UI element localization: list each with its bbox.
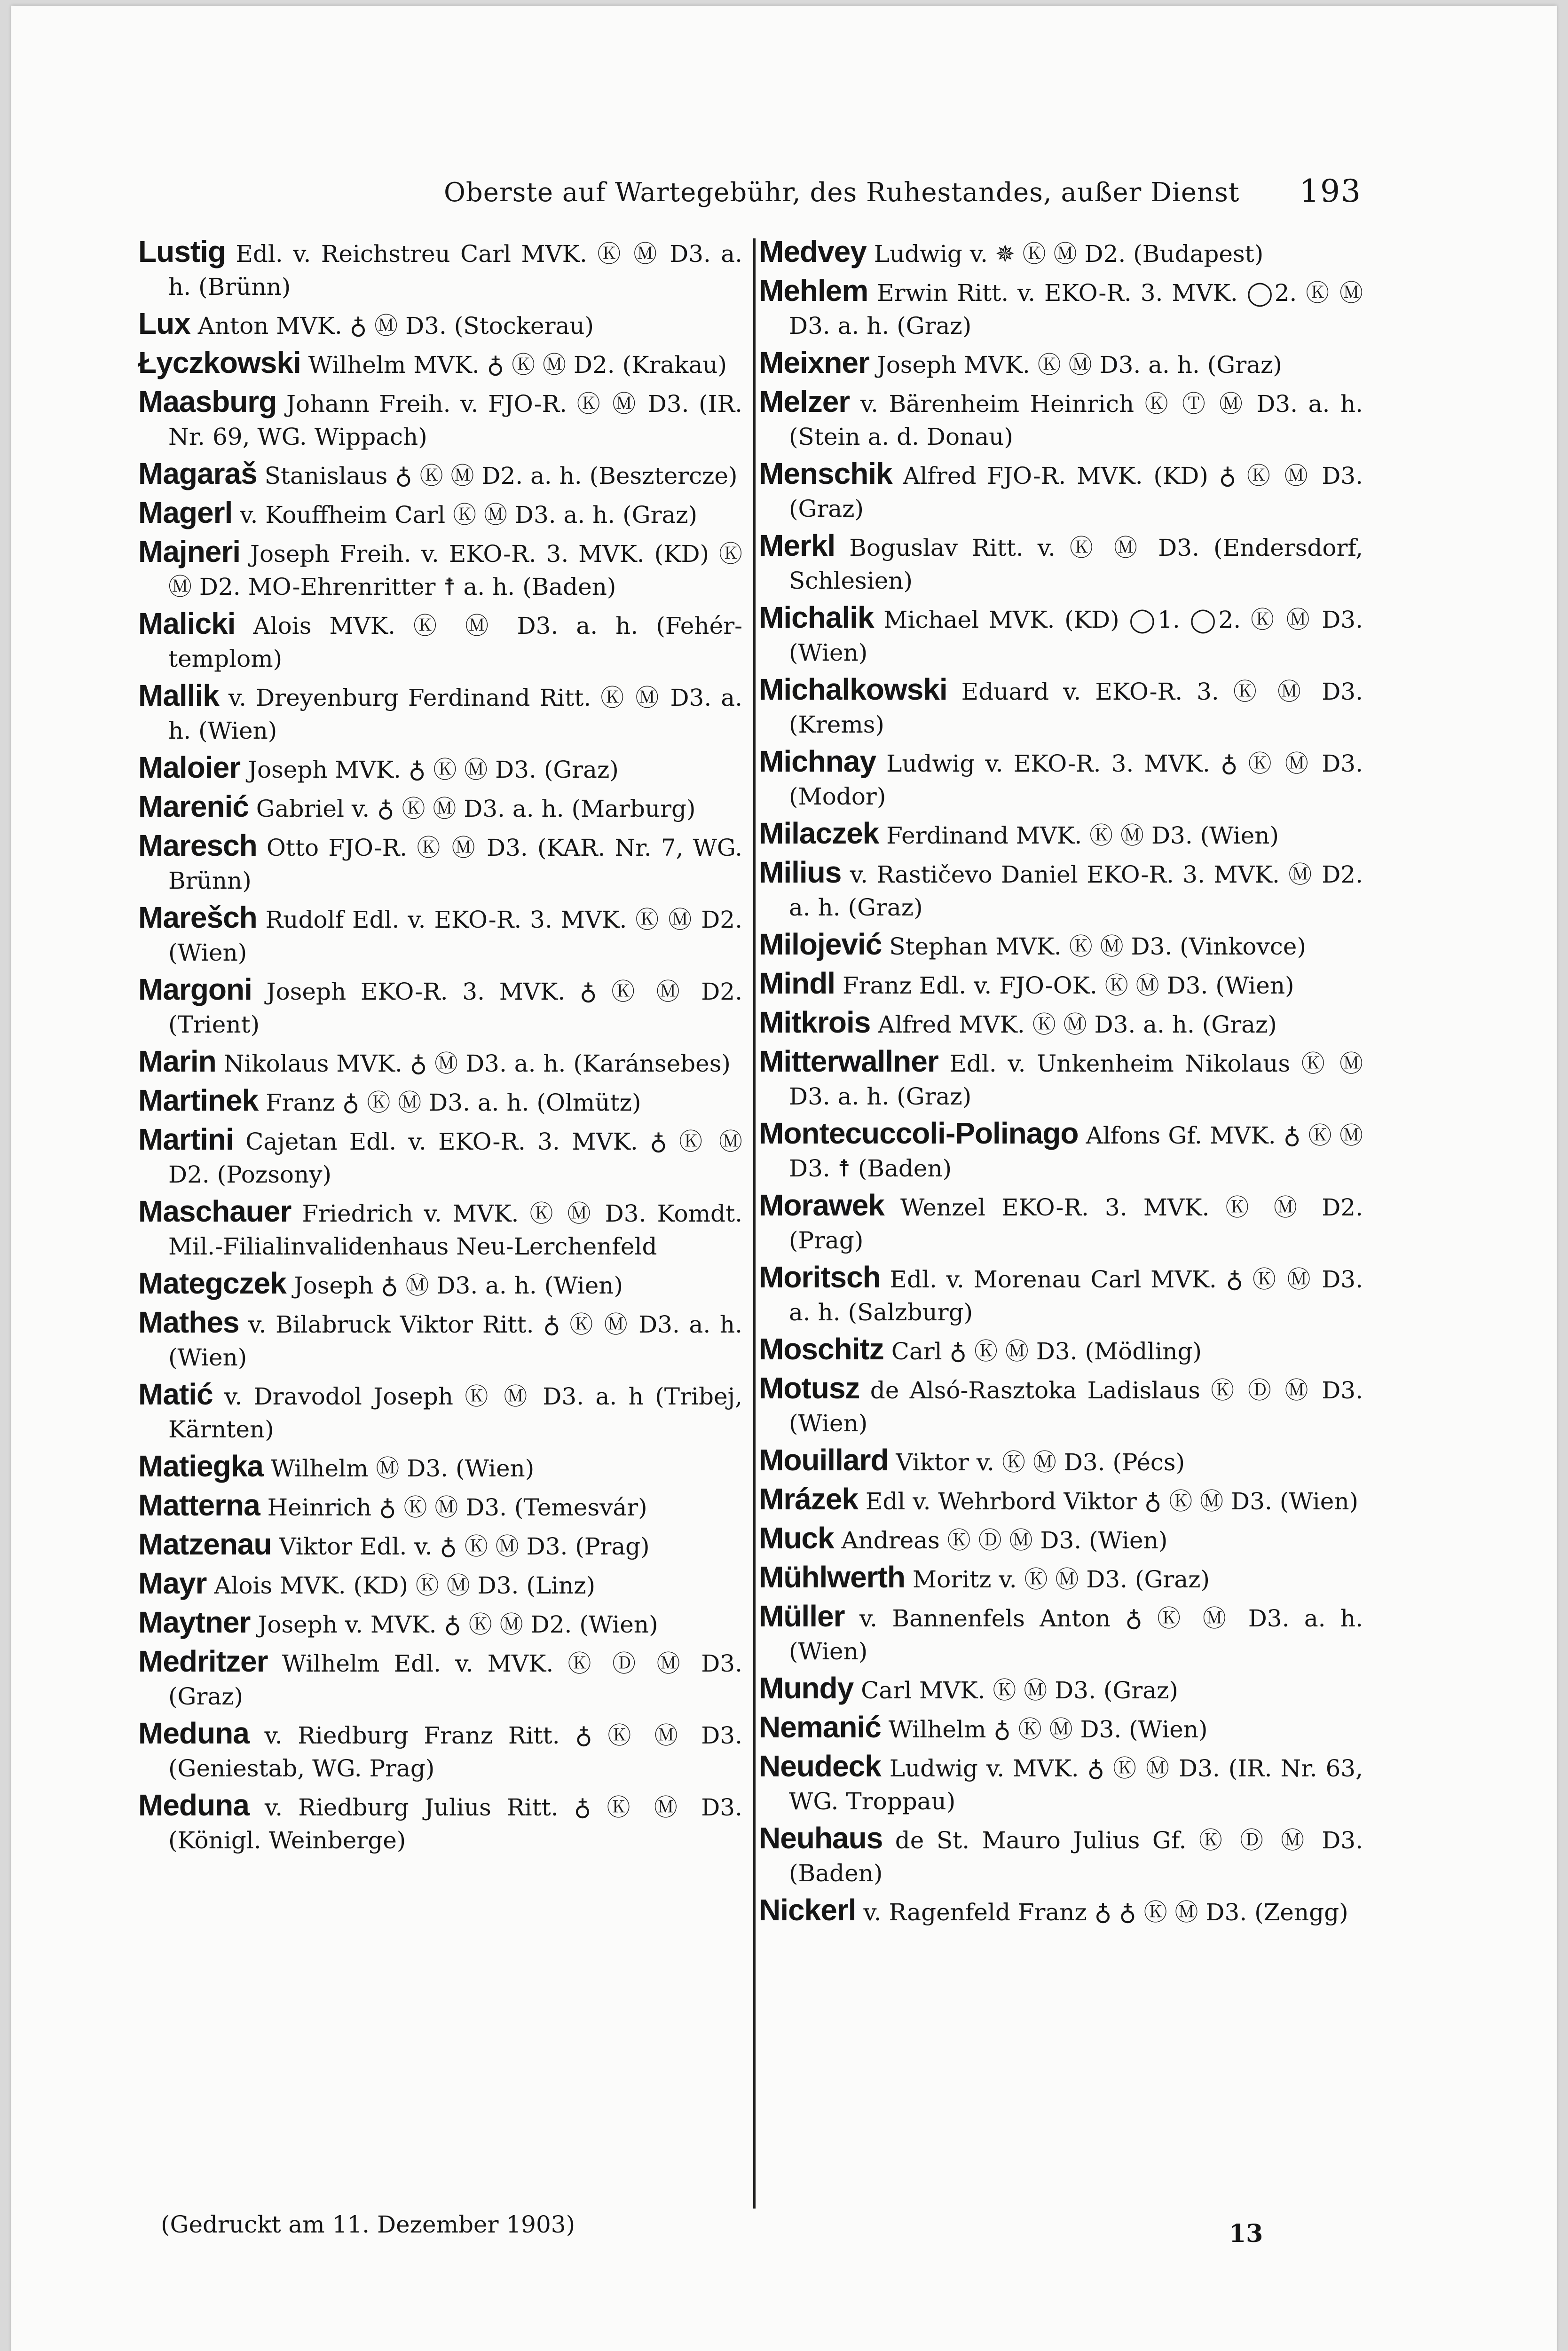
- entry-details: Moritz v. Ⓚ Ⓜ D3. (Graz): [912, 1566, 1210, 1593]
- register-entry: [138, 346, 742, 381]
- entry-surname: Menschik: [759, 457, 892, 490]
- entry-surname: Mühlwerth: [759, 1560, 905, 1594]
- entry-details: Alfred MVK. Ⓚ Ⓜ D3. a. h. (Graz): [878, 1011, 1277, 1038]
- page-number: 193: [1300, 173, 1362, 209]
- entry-details: Eduard v. EKO-R. 3. Ⓚ Ⓜ D3. (Krems): [789, 678, 1363, 738]
- entry-surname: Mitkrois: [759, 1005, 871, 1039]
- register-entry: [138, 1195, 742, 1263]
- register-entry: [759, 1600, 1363, 1668]
- register-entry: [759, 1372, 1363, 1440]
- entry-details: Ferdinand MVK. Ⓚ Ⓜ D3. (Wien): [886, 822, 1279, 849]
- register-entry: [138, 751, 742, 786]
- entry-surname: Motusz: [759, 1371, 860, 1405]
- entry-details: Wilhelm ♁ Ⓚ Ⓜ D3. (Wien): [888, 1716, 1208, 1743]
- register-entry: [759, 1045, 1363, 1113]
- register-entry: [759, 385, 1363, 453]
- register-entry: [138, 607, 742, 675]
- entry-details: Ludwig v. MVK. ♁ Ⓚ Ⓜ D3. (IR. Nr. 63, WG. Troppau): [789, 1755, 1363, 1815]
- entry-details: v. Dreyenburg Ferdinand Ritt. Ⓚ Ⓜ D3. a. h. (Wien): [168, 684, 742, 744]
- register-entry: [138, 1450, 742, 1485]
- entry-surname: Montecuccoli-Polinago: [759, 1116, 1079, 1150]
- printed-date-note: (Gedruckt am 11. Dezember 1903): [161, 2211, 575, 2238]
- entry-details: v. Ragenfeld Franz ♁ ♁ Ⓚ Ⓜ D3. (Zengg): [863, 1899, 1348, 1926]
- entry-surname: Nemanić: [759, 1710, 881, 1744]
- entry-surname: Mrázek: [759, 1482, 858, 1516]
- entry-details: Alfons Gf. MVK. ♁ Ⓚ Ⓜ D3. ☨ (Baden): [789, 1122, 1363, 1182]
- register-entry: [138, 679, 742, 747]
- entry-details: de Alsó-Rasztoka Ladislaus Ⓚ Ⓓ Ⓜ D3. (Wien): [789, 1377, 1363, 1437]
- entry-details: v. Bannenfels Anton ♁ Ⓚ Ⓜ D3. a. h. (Wien): [789, 1605, 1363, 1665]
- entry-surname: Lustig: [138, 235, 226, 268]
- register-entry: [759, 1483, 1363, 1518]
- entry-surname: Michnay: [759, 744, 876, 778]
- register-entry: [138, 1789, 742, 1857]
- register-entry: [759, 1189, 1363, 1257]
- entry-surname: Muck: [759, 1521, 834, 1555]
- entry-surname: Maloier: [138, 750, 241, 784]
- entry-surname: Martinek: [138, 1083, 259, 1117]
- entry-surname: Meduna: [138, 1716, 249, 1750]
- register-entry: [759, 1893, 1363, 1929]
- entry-details: Edl. v. Morenau Carl MVK. ♁ Ⓚ Ⓜ D3. a. h. (Salzburg): [789, 1266, 1363, 1326]
- register-entry: [759, 1711, 1363, 1746]
- entry-details: Wenzel EKO-R. 3. MVK. Ⓚ Ⓜ D2. (Prag): [789, 1194, 1363, 1254]
- entry-details: Stanislaus ♁ Ⓚ Ⓜ D2. a. h. (Besztercze): [264, 462, 738, 489]
- entry-surname: Maasburg: [138, 385, 277, 418]
- entry-surname: Mitterwallner: [759, 1044, 938, 1078]
- column-divider: [753, 238, 756, 2209]
- register-entry: [759, 1117, 1363, 1185]
- entry-details: Edl. v. Unkenheim Nikolaus Ⓚ Ⓜ D3. a. h. (Graz): [789, 1050, 1363, 1110]
- register-entry: [759, 928, 1363, 963]
- entry-surname: Mathes: [138, 1305, 239, 1339]
- register-entry: [759, 601, 1363, 669]
- entry-details: Wilhelm Ⓜ D3. (Wien): [270, 1455, 535, 1482]
- entry-surname: Magaraš: [138, 457, 257, 490]
- register-entry: [759, 967, 1363, 1002]
- entry-surname: Maresch: [138, 828, 257, 862]
- register-entry: [759, 457, 1363, 525]
- entry-details: Carl ♁ Ⓚ Ⓜ D3. (Mödling): [891, 1338, 1202, 1365]
- entry-surname: Marešch: [138, 900, 257, 934]
- left-column: [138, 235, 742, 1861]
- register-entry: [138, 307, 742, 342]
- register-entry: [138, 535, 742, 603]
- register-entry: [759, 1261, 1363, 1329]
- register-entry: [138, 973, 742, 1041]
- entry-details: Joseph v. MVK. ♁ Ⓚ Ⓜ D2. (Wien): [258, 1611, 658, 1638]
- entry-details: v. Kouffheim Carl Ⓚ Ⓜ D3. a. h. (Graz): [240, 501, 698, 529]
- entry-details: Ludwig v. EKO-R. 3. MVK. ♁ Ⓚ Ⓜ D3. (Modor): [789, 750, 1363, 810]
- entry-surname: Malicki: [138, 607, 236, 640]
- register-entry: [138, 1645, 742, 1713]
- entry-details: Gabriel v. ♁ Ⓚ Ⓜ D3. a. h. (Marburg): [256, 795, 696, 822]
- entry-details: Franz ♁ Ⓚ Ⓜ D3. a. h. (Olmütz): [266, 1089, 641, 1116]
- entry-surname: Martini: [138, 1122, 234, 1156]
- register-entry: [759, 817, 1363, 852]
- entry-surname: Mallik: [138, 678, 219, 712]
- entry-details: Stephan MVK. Ⓚ Ⓜ D3. (Vinkovce): [889, 933, 1306, 960]
- register-entry: [759, 346, 1363, 381]
- entry-details: Joseph Freih. v. EKO-R. 3. MVK. (KD) Ⓚ Ⓜ D2. MO-Ehrenritter ☨ a. h. (Baden): [168, 540, 742, 600]
- register-entry: [138, 790, 742, 825]
- entry-surname: Medvey: [759, 235, 867, 268]
- register-entry: [138, 901, 742, 969]
- entry-surname: Moritsch: [759, 1260, 881, 1294]
- entry-details: Joseph MVK. Ⓚ Ⓜ D3. a. h. (Graz): [876, 351, 1282, 379]
- entry-details: Viktor v. Ⓚ Ⓜ D3. (Pécs): [896, 1449, 1185, 1476]
- entry-surname: Matiegka: [138, 1449, 263, 1483]
- entry-details: v. Bärenheim Heinrich Ⓚ Ⓣ Ⓜ D3. a. h. (Stein a. d. Donau): [789, 390, 1363, 450]
- entry-details: Franz Edl. v. FJO-OK. Ⓚ Ⓜ D3. (Wien): [842, 972, 1294, 999]
- entry-surname: Maytner: [138, 1605, 251, 1639]
- entry-details: Andreas Ⓚ Ⓓ Ⓜ D3. (Wien): [841, 1527, 1168, 1554]
- entry-details: Alois MVK. Ⓚ Ⓜ D3. a. h. (Fehértemplom): [168, 612, 742, 672]
- entry-surname: Maschauer: [138, 1194, 292, 1228]
- register-entry: [759, 673, 1363, 741]
- entry-details: Ludwig v. ✵ Ⓚ Ⓜ D2. (Budapest): [874, 240, 1264, 268]
- register-entry: [138, 1717, 742, 1785]
- entry-surname: Neudeck: [759, 1749, 881, 1783]
- entry-surname: Margoni: [138, 972, 252, 1006]
- register-entry: [138, 1306, 742, 1374]
- entry-details: Edl. v. Reichstreu Carl MVK. Ⓚ Ⓜ D3. a. h. (Brünn): [168, 240, 742, 300]
- entry-surname: Michalik: [759, 600, 874, 634]
- entry-surname: Mehlem: [759, 274, 868, 308]
- entry-details: Wilhelm MVK. ♁ Ⓚ Ⓜ D2. (Krakau): [308, 351, 727, 379]
- register-entry: [759, 274, 1363, 342]
- entry-surname: Matić: [138, 1377, 213, 1411]
- register-entry: [138, 1606, 742, 1641]
- entry-details: Michael MVK. (KD) ◯1. ◯2. Ⓚ Ⓜ D3. (Wien): [789, 606, 1363, 666]
- register-entry: [138, 829, 742, 897]
- entry-details: Heinrich ♁ Ⓚ Ⓜ D3. (Temesvár): [267, 1494, 647, 1521]
- entry-details: Johann Freih. v. FJO-R. Ⓚ Ⓜ D3. (IR. Nr. 69, WG. Wippach): [168, 390, 742, 450]
- entry-surname: Łyczkowski: [138, 346, 301, 379]
- entry-details: Edl v. Wehrbord Viktor ♁ Ⓚ Ⓜ D3. (Wien): [865, 1488, 1359, 1515]
- entry-surname: Magerl: [138, 496, 233, 529]
- register-entry: [138, 496, 742, 531]
- entry-details: Carl MVK. Ⓚ Ⓜ D3. (Graz): [861, 1677, 1178, 1704]
- entry-surname: Mayr: [138, 1566, 207, 1600]
- entry-details: v. Riedburg Franz Ritt. ♁ Ⓚ Ⓜ D3. (Geniestab, WG. Prag): [168, 1722, 742, 1782]
- register-entry: [759, 1522, 1363, 1557]
- register-entry: [759, 1333, 1363, 1368]
- entry-details: v. Dravodol Joseph Ⓚ Ⓜ D3. a. h (Tribej, Kärnten): [168, 1383, 742, 1443]
- entry-surname: Milaczek: [759, 816, 879, 850]
- page-sheet: [11, 6, 1557, 2351]
- register-entry: [138, 1567, 742, 1602]
- register-entry: [759, 1672, 1363, 1707]
- entry-details: Erwin Ritt. v. EKO-R. 3. MVK. ◯2. Ⓚ Ⓜ D3. a. h. (Graz): [789, 279, 1363, 339]
- register-entry: [759, 856, 1363, 924]
- entry-surname: Mindl: [759, 966, 835, 1000]
- entry-surname: Michalkowski: [759, 672, 947, 706]
- entry-details: de St. Mauro Julius Gf. Ⓚ Ⓓ Ⓜ D3. (Baden): [789, 1827, 1363, 1887]
- entry-surname: Mategczek: [138, 1266, 286, 1300]
- entry-details: Otto FJO-R. Ⓚ Ⓜ D3. (KAR. Nr. 7, WG. Brünn): [168, 834, 742, 894]
- register-entry: [759, 1822, 1363, 1890]
- register-entry: [759, 1750, 1363, 1818]
- entry-surname: Marenić: [138, 789, 249, 823]
- entry-surname: Marin: [138, 1044, 216, 1078]
- entry-surname: Morawek: [759, 1188, 884, 1222]
- entry-surname: Neuhaus: [759, 1821, 883, 1855]
- register-entry: [138, 1045, 742, 1080]
- entry-details: Wilhelm Edl. v. MVK. Ⓚ Ⓓ Ⓜ D3. (Graz): [168, 1650, 742, 1710]
- register-entry: [759, 235, 1363, 270]
- entry-surname: Mundy: [759, 1671, 854, 1705]
- entry-surname: Medritzer: [138, 1644, 268, 1678]
- register-entry: [759, 1444, 1363, 1479]
- entry-details: Anton MVK. ♁ Ⓜ D3. (Stockerau): [197, 312, 594, 339]
- entry-surname: Moschitz: [759, 1332, 884, 1366]
- entry-surname: Mouillard: [759, 1443, 889, 1477]
- register-entry: [138, 1267, 742, 1302]
- right-column: [759, 235, 1363, 1933]
- register-entry: [138, 385, 742, 453]
- entry-surname: Milius: [759, 855, 842, 889]
- entry-surname: Matzenau: [138, 1527, 272, 1561]
- register-entry: [759, 745, 1363, 813]
- entry-details: Viktor Edl. v. ♁ Ⓚ Ⓜ D3. (Prag): [279, 1533, 650, 1560]
- register-entry: [759, 1006, 1363, 1041]
- entry-details: Alfred FJO-R. MVK. (KD) ♁ Ⓚ Ⓜ D3. (Graz): [789, 462, 1363, 522]
- register-entry: [138, 235, 742, 303]
- entry-details: Rudolf Edl. v. EKO-R. 3. MVK. Ⓚ Ⓜ D2. (Wien): [168, 906, 742, 966]
- entry-details: v. Rastičevo Daniel EKO-R. 3. MVK. Ⓜ D2. a. h. (Graz): [789, 861, 1363, 921]
- entry-details: Joseph ♁ Ⓜ D3. a. h. (Wien): [293, 1272, 623, 1299]
- entry-surname: Meixner: [759, 346, 869, 379]
- entry-surname: Meduna: [138, 1788, 249, 1822]
- register-entry: [138, 1528, 742, 1563]
- entry-surname: Majneri: [138, 535, 241, 568]
- entry-surname: Milojević: [759, 927, 882, 961]
- register-entry: [138, 1084, 742, 1119]
- entry-details: v. Bilabruck Viktor Ritt. ♁ Ⓚ Ⓜ D3. a. h. (Wien): [168, 1311, 742, 1371]
- entry-details: v. Riedburg Julius Ritt. ♁ Ⓚ Ⓜ D3. (Königl. Weinberge): [168, 1794, 742, 1854]
- entry-details: Boguslav Ritt. v. Ⓚ Ⓜ D3. (Endersdorf, Schlesien): [789, 534, 1363, 594]
- register-entry: [138, 1123, 742, 1191]
- sheet-signature: 13: [1229, 2219, 1263, 2248]
- entry-surname: Lux: [138, 307, 190, 340]
- entry-details: Cajetan Edl. v. EKO-R. 3. MVK. ♁ Ⓚ Ⓜ D2. (Pozsony): [168, 1128, 742, 1188]
- register-entry: [138, 1378, 742, 1446]
- entry-details: Joseph EKO-R. 3. MVK. ♁ Ⓚ Ⓜ D2. (Trient): [168, 978, 742, 1038]
- register-entry: [759, 1561, 1363, 1596]
- entry-surname: Matterna: [138, 1488, 260, 1522]
- register-entry: [138, 457, 742, 492]
- entry-details: Friedrich v. MVK. Ⓚ Ⓜ D3. Komdt. Mil.-Filialinvalidenhaus Neu-Lerchenfeld: [168, 1200, 742, 1260]
- entry-details: Alois MVK. (KD) Ⓚ Ⓜ D3. (Linz): [214, 1572, 596, 1599]
- entry-details: Joseph MVK. ♁ Ⓚ Ⓜ D3. (Graz): [247, 756, 619, 783]
- register-entry: [138, 1489, 742, 1524]
- entry-surname: Merkl: [759, 529, 835, 562]
- register-entry: [759, 529, 1363, 597]
- entry-surname: Melzer: [759, 385, 850, 418]
- entry-details: Nikolaus MVK. ♁ Ⓜ D3. a. h. (Karánsebes): [223, 1050, 731, 1077]
- running-header: Oberste auf Wartegebühr, des Ruhestandes, außer Dienst: [444, 177, 1240, 208]
- entry-surname: Müller: [759, 1599, 845, 1633]
- entry-surname: Nickerl: [759, 1893, 856, 1927]
